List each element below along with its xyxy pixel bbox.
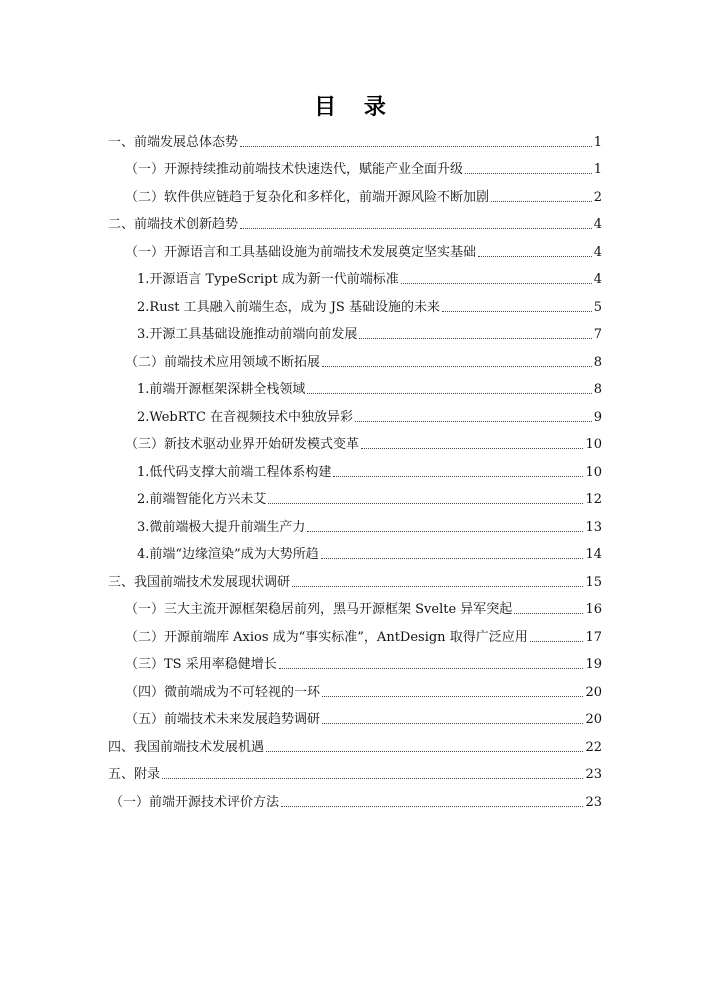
toc-entry[interactable] [0, 537, 602, 565]
toc-page-number: 4 [593, 217, 602, 232]
toc-entry-label: 2.WebRTC 在音视频技术中独放异彩 [137, 409, 354, 425]
toc-entry[interactable] [0, 509, 602, 537]
dot-leader [442, 311, 592, 312]
toc-entry-label: （四）微前端成为不可轻视的一环 [125, 684, 321, 700]
toc-entry[interactable] [0, 427, 602, 455]
toc-entry[interactable] [0, 729, 602, 757]
toc-entry[interactable] [0, 262, 602, 290]
toc-entry-label: 1.开源语言 TypeScript 成为新一代前端标准 [137, 272, 399, 287]
toc-entry[interactable] [0, 124, 602, 152]
toc-entry[interactable] [0, 317, 602, 345]
toc-entry-label: （二）前端技术应用领域不断拓展 [125, 354, 321, 370]
toc-entry[interactable] [0, 207, 602, 235]
toc-page-number: 1 [593, 162, 602, 177]
toc-page-number: 10 [585, 464, 602, 480]
toc-entry-label: 五、附录 [108, 767, 161, 782]
dot-leader [465, 173, 592, 174]
toc-heading: 目 录 [314, 95, 396, 120]
dot-leader [321, 558, 584, 559]
toc-entry[interactable] [0, 289, 602, 317]
toc-entry[interactable] [0, 372, 602, 400]
dot-leader [478, 256, 592, 257]
toc-page-number: 19 [585, 657, 602, 672]
toc-page-number: 9 [593, 409, 602, 425]
dot-leader [333, 476, 583, 477]
dot-leader [361, 448, 583, 449]
toc-entry-label: 3.微前端极大提升前端生产力 [137, 519, 306, 535]
toc-page-number: 4 [593, 272, 602, 287]
toc-entry-label: 四、我国前端技术发展机遇 [108, 739, 265, 755]
dot-leader [240, 146, 592, 147]
toc-entry-label: （二）开源前端库 Axios 成为“事实标准”，AntDesign 取得广泛应用 [125, 629, 528, 645]
dot-leader [530, 641, 584, 642]
dot-leader [240, 228, 592, 229]
toc-entry-label: 3.开源工具基础设施推动前端向前发展 [137, 327, 358, 342]
dot-leader [359, 338, 591, 339]
toc-entry-label: （一）前端开源技术评价方法 [110, 794, 280, 810]
toc-page-number: 15 [585, 574, 602, 590]
dot-leader [322, 723, 583, 724]
toc-entry[interactable] [0, 234, 602, 262]
toc-page-number: 14 [585, 547, 602, 562]
toc-entry[interactable] [0, 482, 602, 510]
toc-entry[interactable] [0, 152, 602, 180]
dot-leader [514, 613, 583, 614]
dot-leader [307, 531, 583, 532]
toc-entry[interactable] [0, 702, 602, 730]
toc-entry[interactable] [0, 179, 602, 207]
toc-page-number: 20 [585, 684, 602, 700]
toc-entry-label: （三）TS 采用率稳健增长 [125, 657, 277, 672]
dot-leader [322, 366, 592, 367]
toc-page-number: 4 [593, 244, 602, 260]
toc-entry-label: 1.低代码支撑大前端工程体系构建 [137, 464, 332, 480]
toc-entry-label: （二）软件供应链趋于复杂化和多样化，前端开源风险不断加剧 [125, 189, 490, 205]
toc-page-number: 17 [585, 629, 602, 645]
toc-page-number: 8 [593, 354, 602, 370]
toc-entry[interactable] [0, 647, 602, 675]
toc-entry[interactable] [0, 592, 602, 620]
dot-leader [279, 668, 584, 669]
toc-entry[interactable] [0, 757, 602, 785]
toc-page-number: 5 [593, 299, 602, 315]
dot-leader [292, 586, 583, 587]
toc-page-number: 23 [585, 767, 602, 782]
dot-leader [266, 751, 583, 752]
toc-entry-label: 4.前端“边缘渲染”成为大势所趋 [137, 547, 319, 562]
toc-page-number: 7 [593, 327, 602, 342]
toc-page-number: 10 [585, 437, 602, 452]
toc-entry[interactable] [0, 564, 602, 592]
toc-entry[interactable] [0, 344, 602, 372]
toc-entry[interactable] [0, 674, 602, 702]
toc-entry-label: 2.Rust 工具融入前端生态，成为 JS 基础设施的未来 [137, 299, 440, 315]
dot-leader [401, 283, 592, 284]
table-of-contents [0, 124, 710, 812]
dot-leader [162, 778, 583, 779]
toc-page-number: 2 [593, 189, 602, 205]
dot-leader [491, 201, 592, 202]
toc-page-number: 20 [585, 712, 602, 727]
toc-entry-label: （一）开源语言和工具基础设施为前端技术发展奠定坚实基础 [125, 244, 477, 260]
toc-entry-label: 一、前端发展总体态势 [108, 134, 239, 150]
toc-entry[interactable] [0, 454, 602, 482]
dot-leader [355, 421, 592, 422]
toc-entry-label: 1.前端开源框架深耕全栈领域 [137, 382, 306, 397]
toc-page-number: 23 [585, 794, 602, 810]
toc-entry-label: （五）前端技术未来发展趋势调研 [125, 712, 321, 727]
toc-entry-label: 三、我国前端技术发展现状调研 [108, 574, 291, 590]
toc-entry-label: 2.前端智能化方兴未艾 [137, 492, 267, 507]
toc-page-number: 13 [585, 519, 602, 535]
toc-entry[interactable] [0, 399, 602, 427]
toc-page-number: 16 [585, 602, 602, 617]
toc-page-number: 12 [585, 492, 602, 507]
toc-entry-label: （三）新技术驱动业界开始研发模式变革 [125, 437, 360, 452]
toc-page-number: 22 [585, 739, 602, 755]
toc-entry-label: 二、前端技术创新趋势 [108, 217, 239, 232]
toc-entry-label: （一）三大主流开源框架稳居前列，黑马开源框架 Svelte 异军突起 [125, 602, 513, 617]
toc-entry[interactable] [0, 619, 602, 647]
toc-entry-label: （一）开源持续推动前端技术快速迭代，赋能产业全面升级 [125, 162, 464, 177]
dot-leader [322, 696, 583, 697]
toc-page-number: 8 [593, 382, 602, 397]
dot-leader [307, 393, 591, 394]
toc-entry[interactable] [0, 784, 602, 812]
dot-leader [268, 503, 583, 504]
toc-page-number: 1 [593, 134, 602, 150]
dot-leader [281, 806, 583, 807]
